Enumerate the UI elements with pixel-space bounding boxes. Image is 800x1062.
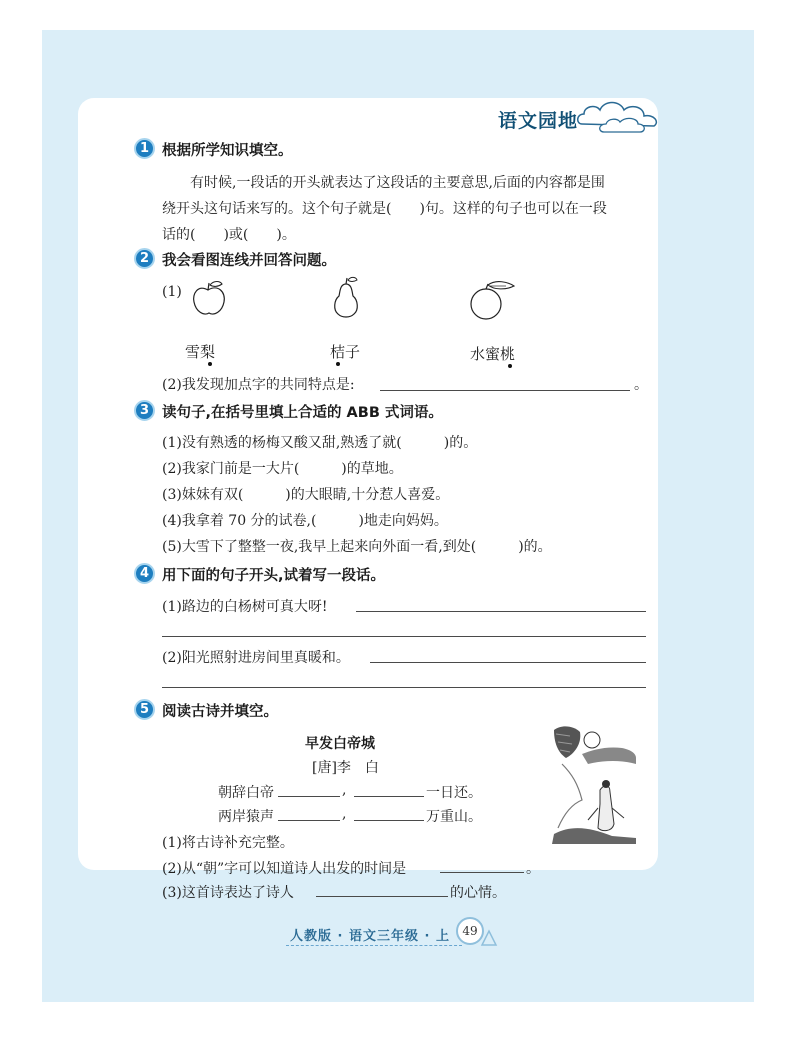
section-2-q2-end: 。 [634,377,648,393]
section-3-number-icon: 3 [134,400,155,421]
poem-title: 早发白帝城 [305,736,375,752]
section-3-item-2: (2)我家门前是一大片( )的草地。 [162,461,403,477]
emphasis-dot [508,364,512,368]
section-4-title: 用下面的句子开头,试着写一段话。 [162,568,386,584]
triangle-icon [480,927,498,947]
poem-line-2-end: 万重山。 [426,809,482,825]
section-3-item-5: (5)大雪下了整整一夜,我早上起来向外面一看,到处( )的。 [162,539,552,555]
section-4-item-1: (1)路边的白杨树可真大呀! [162,599,328,615]
writing-line[interactable] [162,636,646,637]
section-2-q2: (2)我发现加点字的共同特点是: [162,377,355,393]
emphasis-dot [336,362,340,366]
section-3-item-1: (1)没有熟透的杨梅又酸又甜,熟透了就( )的。 [162,435,478,451]
answer-line[interactable] [440,872,524,873]
poem-blank[interactable] [354,820,424,821]
writing-line[interactable] [356,611,646,612]
apple-icon [190,278,228,318]
poem-blank[interactable] [278,796,340,797]
poem-author: [唐]李 白 [312,760,379,776]
page-footer [286,917,500,949]
answer-line[interactable] [316,896,448,897]
answer-line[interactable] [380,390,630,391]
section-2-number-icon: 2 [134,248,155,269]
section-2-title: 我会看图连线并回答问题。 [162,253,336,269]
section-1-line-3: 话的( )或( )。 [162,227,296,243]
pear-icon [330,276,362,320]
poem-line-1-start: 朝辞白帝 [218,785,274,801]
section-5-number-icon: 5 [134,699,155,720]
section-1-line-1: 有时候,一段话的开头就表达了这段话的主要意思,后面的内容都是围 [190,175,605,191]
section-5-q3-end: 的心情。 [450,885,506,901]
writing-line[interactable] [370,662,646,663]
section-3-title: 读句子,在括号里填上合适的 ABB 式词语。 [162,405,443,421]
poem-comma: , [342,782,347,798]
section-5-q1: (1)将古诗补充完整。 [162,835,294,851]
page-number: 49 [456,917,484,945]
section-5-q3: (3)这首诗表达了诗人 [162,885,294,901]
writing-line[interactable] [162,687,646,688]
poem-comma: , [342,806,347,822]
footer-text: 人教版 · 语文三年级 · 上 [290,929,450,944]
section-2-q1-label: (1) [162,284,182,300]
section-4-item-2: (2)阳光照射进房间里真暖和。 [162,650,350,666]
poet-illustration [552,724,636,844]
cloud-icon [574,94,666,136]
word-juzi: 桔子 [330,343,361,361]
section-4-number-icon: 4 [134,563,155,584]
section-header-title: 语文园地 [498,110,579,132]
word-xueli: 雪梨 [185,343,216,361]
poem-blank[interactable] [354,796,424,797]
section-3-item-4: (4)我拿着 70 分的试卷,( )地走向妈妈。 [162,513,448,529]
section-5-title: 阅读古诗并填空。 [162,704,278,720]
poem-blank[interactable] [278,820,340,821]
section-3-item-3: (3)妹妹有双( )的大眼睛,十分惹人喜爱。 [162,487,450,503]
section-1-line-2: 绕开头这句话来写的。这个句子就是( )句。这样的句子也可以在一段 [162,201,607,217]
section-5-q2: (2)从“朝”字可以知道诗人出发的时间是 [162,861,407,877]
poem-line-1-end: 一日还。 [426,785,482,801]
section-1-title: 根据所学知识填空。 [162,143,293,159]
word-shuimitao: 水蜜桃 [470,345,516,363]
poem-line-2-start: 两岸猿声 [218,809,274,825]
orange-icon [468,280,518,322]
section-1-number-icon: 1 [134,138,155,159]
section-5-q2-end: 。 [526,861,540,877]
emphasis-dot [208,362,212,366]
footer-divider [286,945,462,946]
